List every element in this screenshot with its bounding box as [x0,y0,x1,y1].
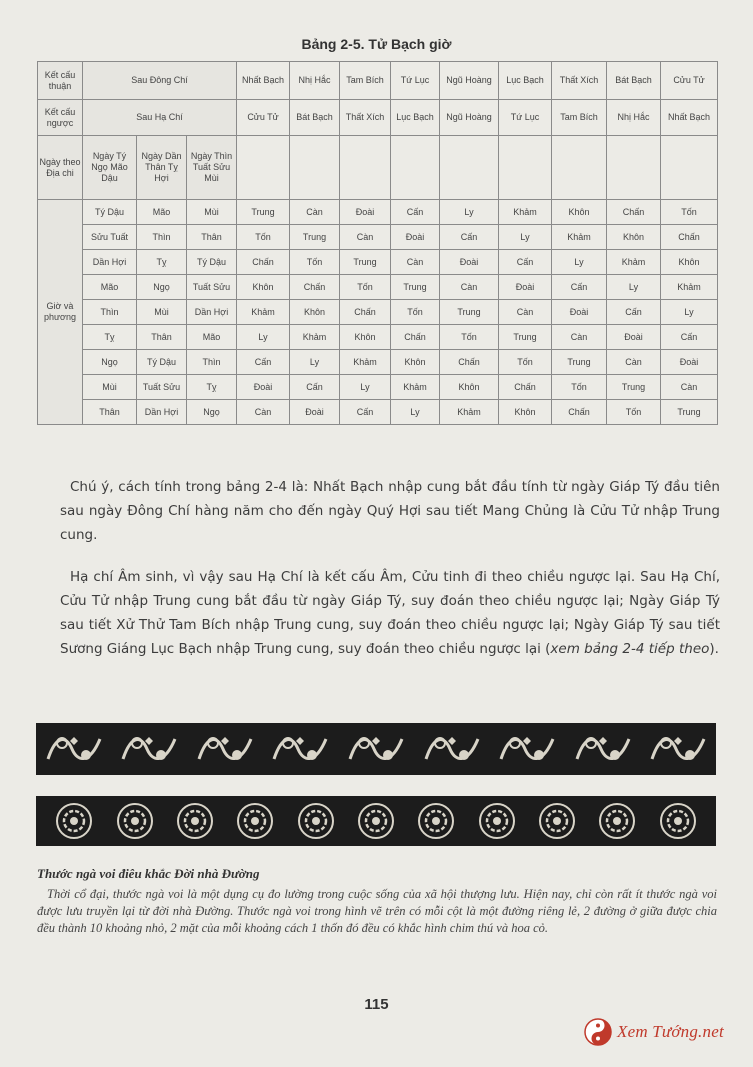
direction-cell: Cấn [661,325,718,350]
direction-cell: Đoài [391,225,440,250]
direction-cell: Khảm [391,375,440,400]
group-label: Sau Đông Chí [83,62,237,100]
table-row [38,200,718,225]
direction-cell: Chấn [391,325,440,350]
hour-cell: Thân [187,225,237,250]
direction-cell: Khảm [499,200,552,225]
caption-body: Thời cổ đại, thước ngà voi là một dụng cụ đo lường trong cuộc sống của xã hội thượng lưu. Hiện nay, chỉ còn rất ít thước ngà voi được lưu truyền lại từ đời nhà Đường. Thước ngà voi trong hình vẽ trên có mỗi cột là một đường riêng lẻ, 2 đường ở giữa được chia đều thành 10 khoảng nhỏ, 2 mặt của mỗi khoảng cách 1 thốn đó đều có khắc hình chim thú và hoa cỏ. [37,887,717,935]
rosette-icon [292,800,340,842]
direction-cell: Khôn [607,225,661,250]
direction-cell: Khảm [340,350,391,375]
direction-cell: Tốn [391,300,440,325]
star-cell: Thất Xích [340,100,391,136]
day-cell: Ngày Dần Thân Tỵ Hợi [137,136,187,200]
hour-cell: Tuất Sửu [137,375,187,400]
direction-cell: Chấn [340,300,391,325]
direction-cell: Tốn [661,200,718,225]
day-cell: Ngày Thìn Tuất Sửu Mùi [187,136,237,200]
table-row [38,400,718,425]
ornament-icon [346,729,406,769]
side-label: Giờ và phương [38,200,83,425]
hour-cell: Thìn [187,350,237,375]
paragraph-summer-text: Hạ chí Âm sinh, vì vậy sau Hạ Chí là kết cấu Âm, Cửu tinh đi theo chiều ngược lại. Sau Hạ Chí, Cửu Tử nhập Trung cung bắt đầu từ ngày Giáp Tý, suy đoán theo chiều ngược lại; Ngày Giáp Tý sau tiết Xử Thử Tam Bích nhập Trung cung, suy đoán theo chiều ngược lại; Ngày Giáp Tý sau tiết Sương Giáng Lục Bạch nhập Trung cung, suy đoán theo chiều ngược lại ( [60,569,720,657]
direction-cell: Khảm [290,325,340,350]
empty-cell [340,136,391,200]
direction-cell: Chấn [499,375,552,400]
hour-cell: Mão [83,275,137,300]
table-row-forward [38,62,718,100]
hour-cell: Mùi [83,375,137,400]
illustration-caption-text [37,886,717,937]
illustration-caption-title: Thước ngà voi điêu khắc Đời nhà Đường [37,866,260,881]
ornament-icon [648,729,708,769]
hour-cell: Mão [187,325,237,350]
direction-cell: Chấn [237,250,290,275]
hour-cell: Thìn [137,225,187,250]
row-label: Kết cấu thuận [38,62,83,100]
direction-cell: Càn [499,300,552,325]
empty-cell [552,136,607,200]
rosette-icon [50,800,98,842]
hour-cell: Ngọ [187,400,237,425]
table-row [38,225,718,250]
direction-cell: Cấn [499,250,552,275]
direction-cell: Khôn [340,325,391,350]
hour-cell: Dần Hợi [137,400,187,425]
hour-cell: Ngọ [83,350,137,375]
direction-cell: Càn [340,225,391,250]
direction-cell: Cấn [391,200,440,225]
rosette-icon [654,800,702,842]
empty-cell [440,136,499,200]
direction-cell: Tốn [607,400,661,425]
direction-cell: Cấn [340,400,391,425]
hour-cell: Tuất Sửu [187,275,237,300]
direction-cell: Trung [607,375,661,400]
direction-cell: Cấn [552,275,607,300]
direction-cell: Đoài [440,250,499,275]
paragraph-summer-end: ). [709,641,719,657]
direction-cell: Đoài [340,200,391,225]
hour-cell: Mão [137,200,187,225]
direction-cell: Càn [552,325,607,350]
rosette-icon [473,800,521,842]
hour-cell: Tỵ [137,250,187,275]
direction-cell: Cấn [237,350,290,375]
star-cell: Tứ Lục [391,62,440,100]
star-cell: Cửu Tử [661,62,718,100]
direction-cell: Khôn [552,200,607,225]
rosette-icon [352,800,400,842]
direction-cell: Càn [237,400,290,425]
paragraph-note [60,475,720,547]
hour-cell: Tỵ [187,375,237,400]
table-row-days [38,136,718,200]
direction-cell: Trung [290,225,340,250]
direction-cell: Chấn [607,200,661,225]
direction-cell: Đoài [607,325,661,350]
empty-cell [237,136,290,200]
ornament-icon [119,729,179,769]
direction-cell: Khảm [607,250,661,275]
table-row [38,325,718,350]
star-cell: Bát Bạch [290,100,340,136]
direction-cell: Ly [607,275,661,300]
direction-cell: Đoài [661,350,718,375]
watermark-text: Xem Tướng.net [617,1022,724,1041]
direction-cell: Ly [340,375,391,400]
star-cell: Nhất Bạch [661,100,718,136]
ornament-icon [270,729,330,769]
watermark [583,1017,724,1047]
direction-cell: Càn [661,375,718,400]
hour-cell: Thân [83,400,137,425]
direction-cell: Đoài [552,300,607,325]
direction-cell: Chấn [552,400,607,425]
ivory-ruler-bottom-band [36,796,716,846]
table-reference: xem bảng 2-4 tiếp theo [550,641,710,657]
star-cell: Thất Xích [552,62,607,100]
star-cell: Bát Bạch [607,62,661,100]
direction-cell: Chấn [661,225,718,250]
hour-cell: Tý Dậu [137,350,187,375]
hour-cell: Thân [137,325,187,350]
direction-cell: Trung [391,275,440,300]
direction-cell: Trung [340,250,391,275]
hour-cell: Dần Hợi [83,250,137,275]
direction-cell: Ly [440,200,499,225]
hour-cell: Mùi [137,300,187,325]
row-label: Ngày theo Địa chi [38,136,83,200]
table-body [38,62,718,425]
direction-cell: Ly [661,300,718,325]
tu-bach-hour-table [37,61,718,425]
star-cell: Ngũ Hoàng [440,62,499,100]
rosette-icon [111,800,159,842]
table-row [38,375,718,400]
direction-cell: Cấn [607,300,661,325]
hour-cell: Thìn [83,300,137,325]
direction-cell: Ly [237,325,290,350]
hour-cell: Tý Dậu [187,250,237,275]
day-cell: Ngày Tý Ngọ Mão Dậu [83,136,137,200]
direction-cell: Tốn [290,250,340,275]
ornament-icon [573,729,633,769]
direction-cell: Ly [499,225,552,250]
star-cell: Tứ Lục [499,100,552,136]
direction-cell: Trung [237,200,290,225]
yin-yang-icon [583,1017,613,1047]
table-row [38,350,718,375]
star-cell: Cửu Tử [237,100,290,136]
page-number: 115 [364,996,389,1013]
direction-cell: Càn [440,275,499,300]
paragraph-note-text: Chú ý, cách tính trong bảng 2-4 là: Nhất Bạch nhập cung bắt đầu tính từ ngày Giáp Tý đầu tiên sau ngày Đông Chí hàng năm cho đến ngày Quý Hợi sau tiết Mang Chủng là Cửu Tử nhập Trung cung. [60,479,720,543]
direction-cell: Tốn [440,325,499,350]
star-cell: Lục Bạch [391,100,440,136]
direction-cell: Khôn [391,350,440,375]
ornament-icon [195,729,255,769]
row-label: Kết cấu ngược [38,100,83,136]
direction-cell: Trung [552,350,607,375]
table-row [38,300,718,325]
direction-cell: Tốn [237,225,290,250]
direction-cell: Khôn [290,300,340,325]
empty-cell [607,136,661,200]
hour-cell: Tỵ [83,325,137,350]
rosette-icon [231,800,279,842]
direction-cell: Ly [552,250,607,275]
rosette-icon [593,800,641,842]
hour-cell: Dần Hợi [187,300,237,325]
star-cell: Lục Bạch [499,62,552,100]
direction-cell: Chấn [440,350,499,375]
page-title: Bảng 2-5. Tử Bạch giờ [301,36,452,52]
direction-cell: Càn [607,350,661,375]
direction-cell: Khảm [237,300,290,325]
direction-cell: Trung [440,300,499,325]
direction-cell: Càn [290,200,340,225]
ornament-icon [497,729,557,769]
rosette-icon [533,800,581,842]
direction-cell: Đoài [290,400,340,425]
empty-cell [391,136,440,200]
star-cell: Nhị Hắc [290,62,340,100]
empty-cell [499,136,552,200]
ornament-icon [44,729,104,769]
direction-cell: Khôn [440,375,499,400]
table-row-reverse [38,100,718,136]
direction-cell: Khảm [440,400,499,425]
empty-cell [661,136,718,200]
group-label: Sau Hạ Chí [83,100,237,136]
direction-cell: Khôn [499,400,552,425]
direction-cell: Đoài [499,275,552,300]
direction-cell: Trung [661,400,718,425]
ivory-ruler-top-band [36,723,716,775]
direction-cell: Đoài [237,375,290,400]
rosette-icon [412,800,460,842]
direction-cell: Ly [290,350,340,375]
empty-cell [290,136,340,200]
direction-cell: Trung [499,325,552,350]
star-cell: Nhất Bạch [237,62,290,100]
hour-cell: Ngọ [137,275,187,300]
table-row [38,275,718,300]
hour-cell: Tý Dậu [83,200,137,225]
direction-cell: Chấn [290,275,340,300]
hour-cell: Mùi [187,200,237,225]
direction-cell: Càn [391,250,440,275]
direction-cell: Cấn [440,225,499,250]
star-cell: Nhị Hắc [607,100,661,136]
direction-cell: Cấn [290,375,340,400]
direction-cell: Ly [391,400,440,425]
rosette-icon [171,800,219,842]
paragraph-summer [60,565,720,661]
star-cell: Tam Bích [552,100,607,136]
direction-cell: Khôn [661,250,718,275]
direction-cell: Khôn [237,275,290,300]
direction-cell: Tốn [499,350,552,375]
star-cell: Tam Bích [340,62,391,100]
direction-cell: Khảm [661,275,718,300]
star-cell: Ngũ Hoàng [440,100,499,136]
ornament-icon [422,729,482,769]
direction-cell: Tốn [552,375,607,400]
hour-cell: Sửu Tuất [83,225,137,250]
direction-cell: Tốn [340,275,391,300]
table-row [38,250,718,275]
direction-cell: Khảm [552,225,607,250]
